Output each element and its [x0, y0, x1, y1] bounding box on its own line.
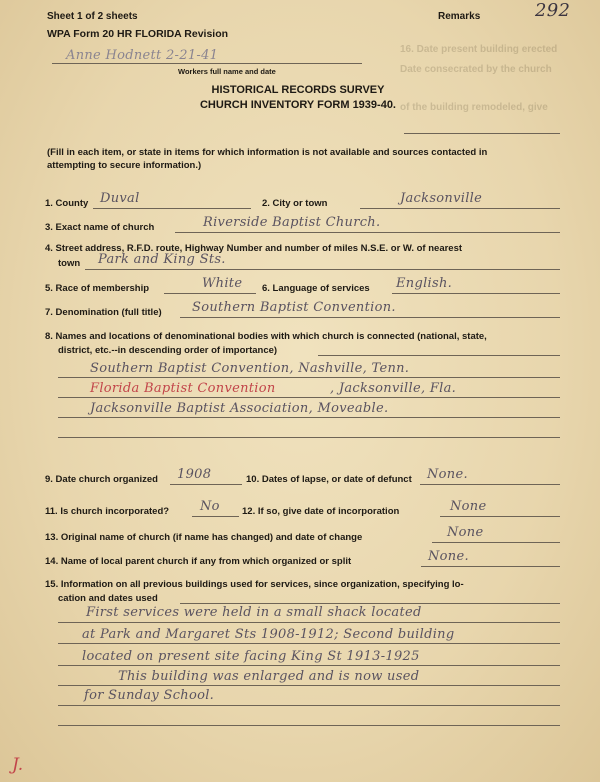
buildings-line-1 — [58, 622, 560, 623]
church-name-line — [175, 232, 560, 233]
incorporation-date-line — [440, 516, 560, 517]
instructions-line-2: attempting to secure information.) — [47, 160, 202, 171]
race-line — [164, 293, 256, 294]
buildings-line-3 — [58, 665, 560, 666]
form-title: CHURCH INVENTORY FORM 1939-40. — [199, 99, 396, 111]
bleed-through-text: 16. Date present building erected — [400, 44, 558, 55]
bleed-through-text: of the building remodeled, give — [400, 102, 548, 113]
bodies-value-1: Southern Baptist Convention, Nashville, Tenn. — [90, 361, 410, 376]
bodies-line-2 — [58, 397, 560, 398]
survey-title: HISTORICAL RECORDS SURVEY — [211, 84, 385, 96]
worker-line — [52, 63, 362, 64]
instructions-line-1: (Fill in each item, or state in items for which information is not available and sources contacted in — [47, 147, 488, 158]
page-number: 292 — [535, 0, 571, 21]
parent-church-line — [421, 566, 560, 567]
original-name-line — [432, 542, 560, 543]
incorporated-value: No — [200, 499, 220, 514]
bodies-value-2b: , Jacksonville, Fla. — [330, 381, 457, 396]
bodies-line-3 — [58, 417, 560, 418]
language-value: English. — [396, 276, 453, 291]
incorporated-line — [192, 516, 239, 517]
buildings-value-1: First services were held in a small shack located — [86, 605, 422, 620]
denomination-value: Southern Baptist Convention. — [192, 300, 396, 315]
denomination-line — [180, 317, 560, 318]
bodies-label-2: district, etc.--in descending order of importance) — [58, 345, 278, 356]
parent-church-value: None. — [428, 549, 469, 564]
parent-church-label: 14. Name of local parent church if any from which organized or split — [45, 556, 352, 567]
city-label: 2. City or town — [262, 198, 328, 209]
race-label: 5. Race of membership — [45, 283, 150, 294]
language-line — [392, 293, 560, 294]
corner-mark: J. — [12, 755, 24, 775]
lapse-line — [420, 484, 560, 485]
buildings-line-4 — [58, 685, 560, 686]
worker-name-date: Anne Hodnett 2-21-41 — [66, 48, 219, 63]
organized-line — [170, 484, 242, 485]
buildings-value-5: for Sunday School. — [84, 688, 215, 703]
denomination-label: 7. Denomination (full title) — [45, 307, 162, 318]
buildings-value-4: This building was enlarged and is now used — [118, 669, 420, 684]
bodies-value-2a: Florida Baptist Convention — [90, 381, 276, 396]
bodies-line-1 — [58, 377, 560, 378]
county-value: Duval — [100, 191, 140, 206]
lapse-value: None. — [427, 467, 468, 482]
buildings-line-2 — [58, 643, 560, 644]
worker-caption: Workers full name and date — [178, 67, 276, 76]
church-name-label: 3. Exact name of church — [45, 222, 155, 233]
organized-value: 1908 — [177, 467, 212, 482]
bodies-line-4 — [58, 437, 560, 438]
buildings-label: 15. Information on all previous buildings used for services, since organization, specifying lo- — [45, 579, 464, 590]
race-value: White — [202, 276, 243, 291]
address-label-town: town — [58, 258, 81, 269]
address-line — [85, 269, 560, 270]
incorporation-date-label: 12. If so, give date of incorporation — [242, 506, 400, 517]
county-label: 1. County — [45, 198, 89, 209]
county-line — [93, 208, 251, 209]
organized-label: 9. Date church organized — [45, 474, 158, 485]
city-value: Jacksonville — [400, 191, 483, 206]
buildings-value-2: at Park and Margaret Sts 1908-1912; Second building — [82, 627, 455, 642]
original-name-label: 13. Original name of church (if name has changed) and date of change — [45, 532, 363, 543]
city-line — [360, 208, 560, 209]
bodies-label: 8. Names and locations of denominational bodies with which church is connected (national, state, — [45, 331, 487, 342]
bodies-line-0 — [318, 355, 560, 356]
bodies-value-3: Jacksonville Baptist Association, Moveable. — [90, 401, 389, 416]
incorporation-date-value: None — [450, 499, 487, 514]
incorporated-label: 11. Is church incorporated? — [45, 506, 170, 517]
church-name-value: Riverside Baptist Church. — [203, 215, 381, 230]
buildings-line-0 — [180, 603, 560, 604]
sheet-count: Sheet 1 of 2 sheets — [47, 11, 138, 22]
buildings-value-3: located on present site facing King St 1913-1925 — [82, 649, 420, 664]
language-label: 6. Language of services — [262, 283, 370, 294]
original-name-value: None — [447, 525, 484, 540]
bleed-through-text: Date consecrated by the church — [400, 64, 552, 75]
buildings-line-6 — [58, 725, 560, 726]
lapse-label: 10. Dates of lapse, or date of defunct — [246, 474, 412, 485]
form-number: WPA Form 20 HR FLORIDA Revision — [47, 28, 229, 40]
buildings-line-5 — [58, 705, 560, 706]
remarks-heading: Remarks — [438, 11, 481, 22]
remarks-line — [404, 133, 560, 134]
buildings-label-2: cation and dates used — [58, 593, 158, 604]
address-label: 4. Street address, R.F.D. route, Highway Number and number of miles N.S.E. or W. of nearest — [45, 243, 463, 254]
address-value: Park and King Sts. — [98, 252, 226, 267]
